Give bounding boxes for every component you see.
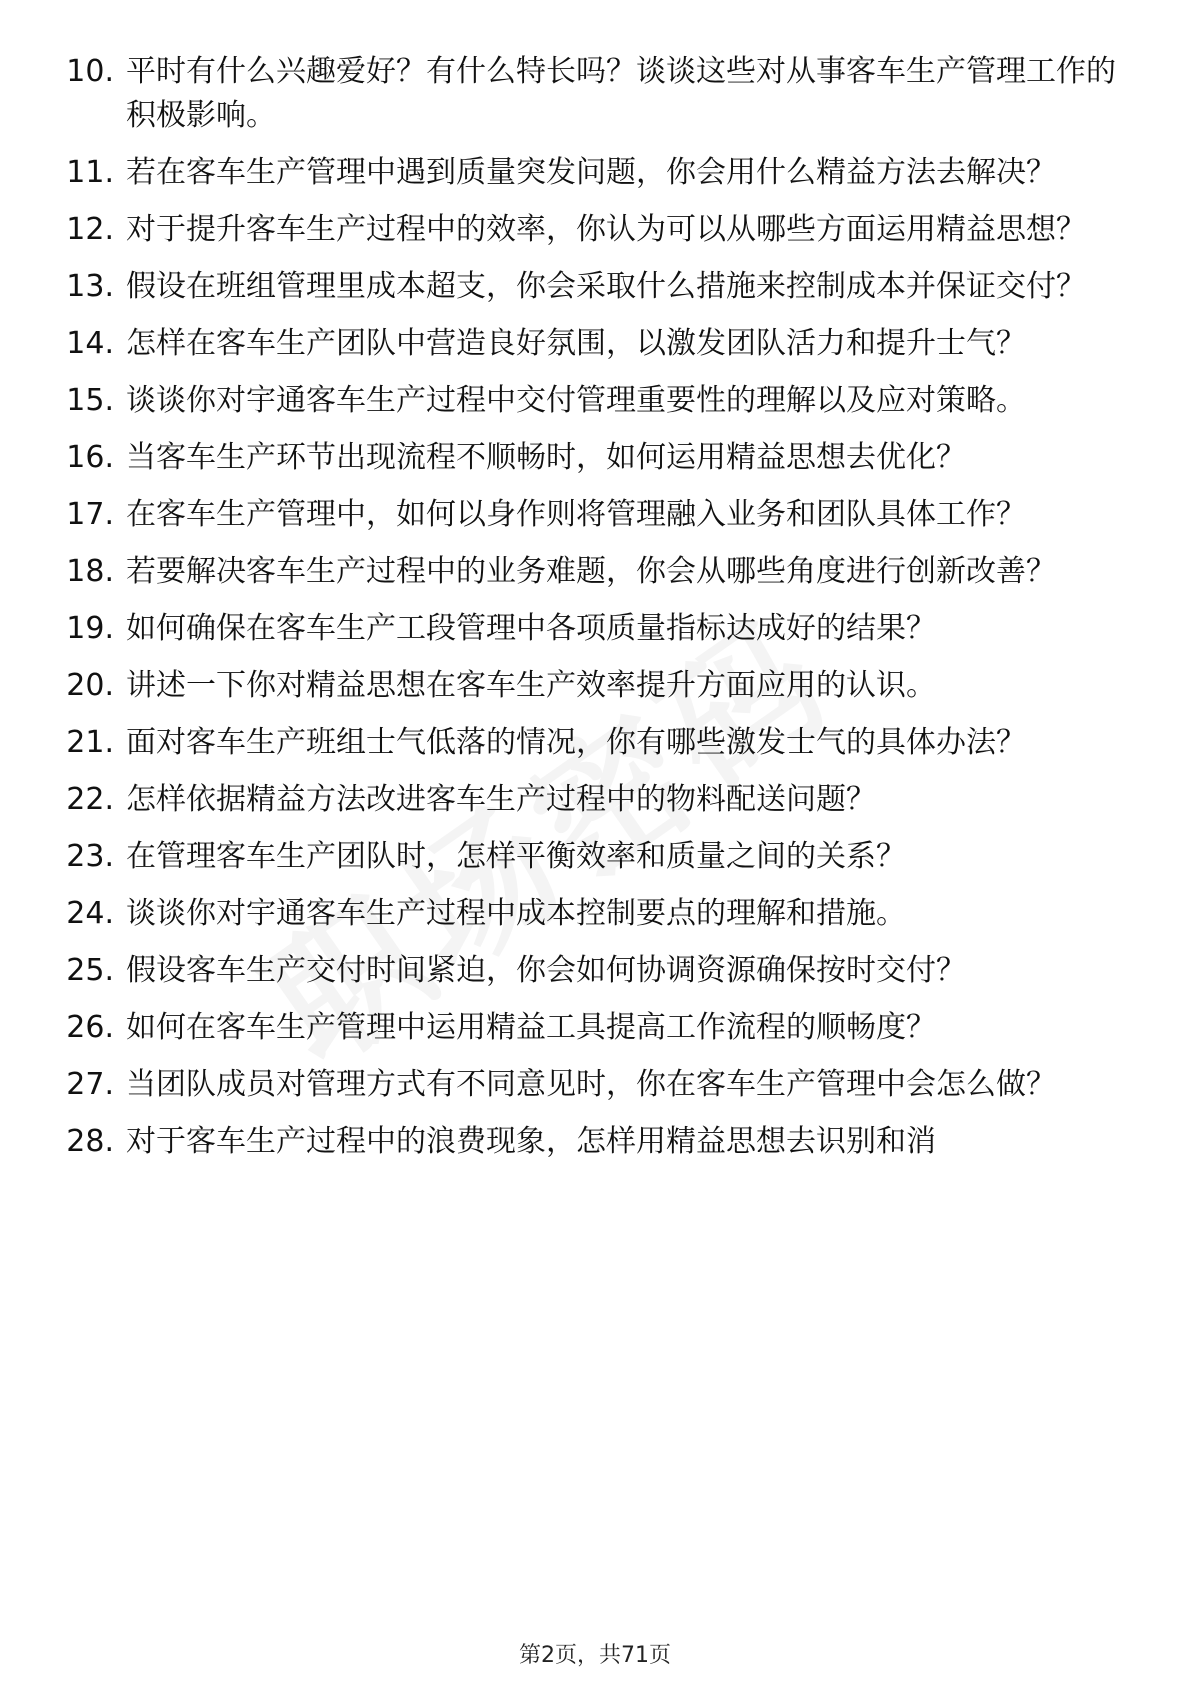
question-number: 26. [66, 1010, 114, 1045]
question-item [56, 892, 1136, 936]
question-number: 19. [66, 611, 114, 646]
question-number: 23. [66, 839, 114, 874]
question-item [56, 151, 1136, 195]
page-footer: 第2页，共71页 [519, 1643, 671, 1668]
question-text: 如何在客车生产管理中运用精益工具提高工作流程的顺畅度？ [126, 1010, 936, 1045]
question-text: 怎样依据精益方法改进客车生产过程中的物料配送问题？ [126, 782, 876, 817]
question-text: 若要解决客车生产过程中的业务难题，你会从哪些角度进行创新改善？ [126, 554, 1056, 589]
question-text: 当客车生产环节出现流程不顺畅时，如何运用精益思想去优化？ [126, 440, 966, 475]
question-list [56, 50, 1136, 1177]
question-item [56, 949, 1136, 993]
question-item [56, 322, 1136, 366]
question-item [56, 1006, 1136, 1050]
question-number: 22. [66, 782, 114, 817]
question-number: 12. [66, 212, 114, 247]
question-item [56, 1063, 1136, 1107]
question-text: 在管理客车生产团队时，怎样平衡效率和质量之间的关系？ [126, 839, 906, 874]
question-item [56, 721, 1136, 765]
question-text: 当团队成员对管理方式有不同意见时，你在客车生产管理中会怎么做？ [126, 1067, 1056, 1102]
question-number: 14. [66, 326, 114, 361]
question-item [56, 550, 1136, 594]
question-item [56, 1120, 1136, 1164]
question-number: 27. [66, 1067, 114, 1102]
question-number: 21. [66, 725, 114, 760]
question-text: 谈谈你对宇通客车生产过程中成本控制要点的理解和措施。 [126, 896, 906, 931]
question-number: 17. [66, 497, 114, 532]
question-text: 假设客车生产交付时间紧迫，你会如何协调资源确保按时交付？ [126, 953, 966, 988]
question-item [56, 778, 1136, 822]
question-item [56, 835, 1136, 879]
question-number: 18. [66, 554, 114, 589]
question-number: 13. [66, 269, 114, 304]
question-item [56, 265, 1136, 309]
question-number: 24. [66, 896, 114, 931]
question-item [56, 607, 1136, 651]
question-text: 假设在班组管理里成本超支，你会采取什么措施来控制成本并保证交付？ [126, 269, 1086, 304]
question-text: 在客车生产管理中，如何以身作则将管理融入业务和团队具体工作？ [126, 497, 1026, 532]
question-text: 如何确保在客车生产工段管理中各项质量指标达成好的结果？ [126, 611, 936, 646]
question-text: 若在客车生产管理中遇到质量突发问题，你会用什么精益方法去解决？ [126, 155, 1056, 190]
question-text: 面对客车生产班组士气低落的情况，你有哪些激发士气的具体办法？ [126, 725, 1026, 760]
question-number: 11. [66, 155, 114, 190]
question-item [56, 436, 1136, 480]
question-text: 谈谈你对宇通客车生产过程中交付管理重要性的理解以及应对策略。 [126, 383, 1026, 418]
question-text: 怎样在客车生产团队中营造良好氛围，以激发团队活力和提升士气？ [126, 326, 1026, 361]
question-number: 16. [66, 440, 114, 475]
question-text: 平时有什么兴趣爱好？有什么特长吗？谈谈这些对从事客车生产管理工作的积极影响。 [126, 54, 1116, 133]
question-item [56, 379, 1136, 423]
question-number: 25. [66, 953, 114, 988]
question-item [56, 664, 1136, 708]
question-number: 15. [66, 383, 114, 418]
question-number: 28. [66, 1124, 114, 1159]
question-item [56, 208, 1136, 252]
question-text: 对于提升客车生产过程中的效率，你认为可以从哪些方面运用精益思想？ [126, 212, 1086, 247]
question-number: 20. [66, 668, 114, 703]
question-number: 10. [66, 54, 114, 89]
question-item [56, 50, 1136, 138]
question-text: 讲述一下你对精益思想在客车生产效率提升方面应用的认识。 [126, 668, 936, 703]
question-item [56, 493, 1136, 537]
question-text: 对于客车生产过程中的浪费现象，怎样用精益思想去识别和消 [126, 1124, 936, 1159]
